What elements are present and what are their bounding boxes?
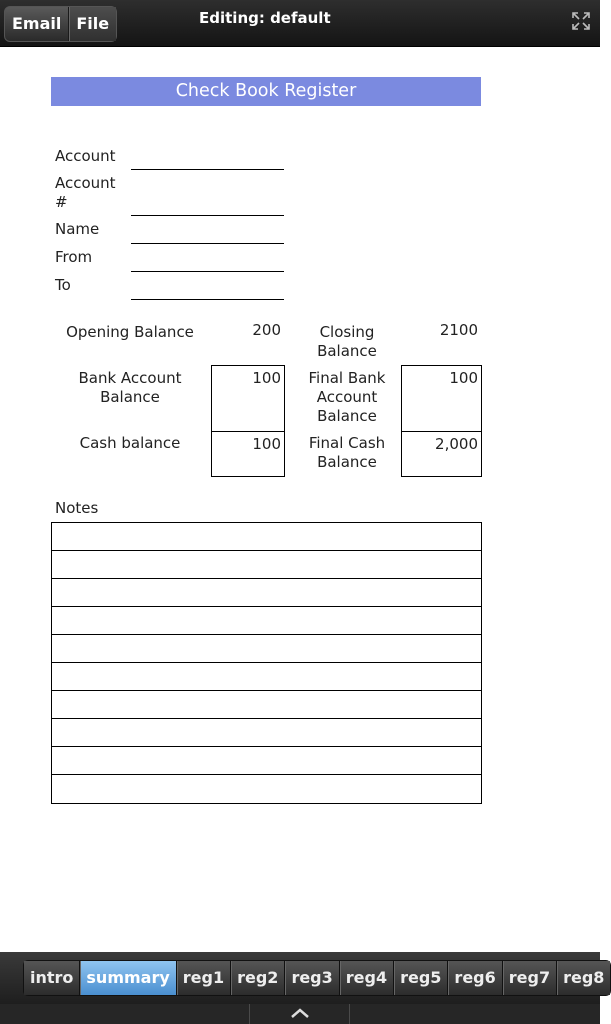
account-number-label-line2: # [55,193,68,211]
notes-row[interactable] [52,663,481,691]
final-bank-account-balance-value: 100 [449,369,478,387]
to-field[interactable] [131,299,284,300]
notes-row[interactable] [52,719,481,747]
tab-reg7[interactable]: reg7 [502,961,556,995]
bank-account-balance-label [55,369,205,407]
notes-table [51,522,482,804]
bank-account-balance-value: 100 [252,369,281,387]
notes-row[interactable] [52,747,481,775]
notes-row[interactable] [52,691,481,719]
sheet-title: Check Book Register [51,77,481,106]
tab-intro[interactable]: intro [24,961,79,995]
bank-account-balance-cell[interactable] [211,365,285,432]
notes-row[interactable] [52,607,481,635]
final-bank-account-balance-cell[interactable] [401,365,482,432]
name-field[interactable] [131,243,284,244]
account-field[interactable] [131,169,284,170]
name-label: Name [55,220,100,238]
final-cash-label-line2: Balance [317,453,377,471]
cash-balance-value: 100 [252,435,281,453]
final-bank-label-line2: Account [316,388,378,406]
account-label: Account [55,147,116,165]
final-cash-balance-label [302,434,392,472]
final-cash-label-line1: Final Cash [308,434,386,452]
notes-label: Notes [55,499,99,517]
expand-handle[interactable] [249,1004,350,1024]
account-number-field[interactable] [131,215,284,216]
notes-row[interactable] [52,551,481,579]
notes-row[interactable] [52,635,481,663]
cash-balance-cell[interactable] [211,431,285,477]
from-field[interactable] [131,271,284,272]
final-cash-balance-cell[interactable] [401,431,482,477]
bank-account-balance-label-line1: Bank Account [78,369,182,387]
tab-reg8[interactable]: reg8 [556,961,610,995]
notes-row[interactable] [52,579,481,607]
editing-title: Editing: default [199,9,331,27]
closing-balance-label-line2: Balance [317,342,377,360]
final-bank-label-line1: Final Bank [308,369,386,387]
final-bank-label-line3: Balance [317,407,377,425]
closing-balance-label [302,323,392,361]
top-bar [0,0,600,47]
email-button[interactable]: Email [12,14,62,33]
account-number-label-line1: Account [55,174,116,192]
closing-balance-label-line1: Closing [319,323,375,341]
file-button[interactable]: File [68,7,116,41]
tab-reg4[interactable]: reg4 [339,961,393,995]
chevron-up-icon [290,1007,310,1019]
from-label: From [55,248,93,266]
to-label: To [55,276,71,294]
tab-reg3[interactable]: reg3 [284,961,338,995]
bank-account-balance-label-line2: Balance [100,388,160,406]
tab-reg1[interactable]: reg1 [176,961,230,995]
top-button-group [4,6,117,42]
opening-balance-value[interactable]: 200 [252,321,281,339]
tab-reg2[interactable]: reg2 [230,961,284,995]
tab-reg6[interactable]: reg6 [447,961,501,995]
final-cash-balance-value: 2,000 [435,435,478,453]
notes-row[interactable] [52,775,481,803]
sheet-tab-bar [0,952,605,1004]
sheet-tabs [23,960,611,996]
fullscreen-icon[interactable] [572,12,590,30]
tab-summary[interactable]: summary [79,961,175,995]
notes-row[interactable] [52,523,481,551]
tab-reg5[interactable]: reg5 [393,961,447,995]
closing-balance-value[interactable]: 2100 [439,321,478,339]
cash-balance-label: Cash balance [79,434,181,452]
final-bank-account-balance-label [302,369,392,426]
opening-balance-label: Opening Balance [66,323,194,341]
